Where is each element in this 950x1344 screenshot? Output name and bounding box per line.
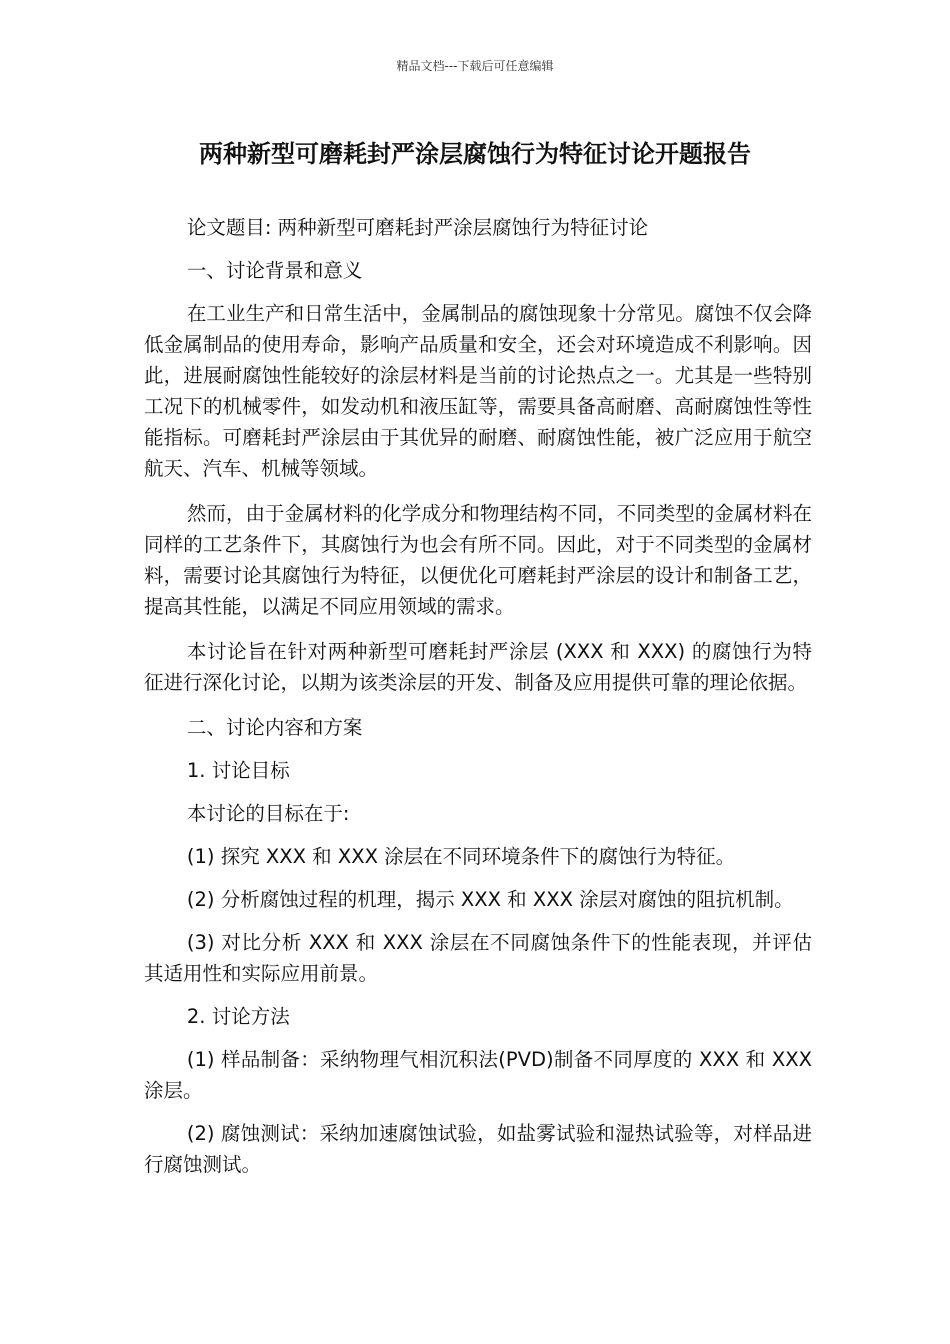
document-title: 两种新型可磨耗封严涂层腐蚀行为特征讨论开题报告	[199, 140, 751, 168]
subsection-heading-methods: 2. 讨论方法	[186, 1005, 290, 1028]
list-item: (1) 样品制备：采纳物理气相沉积法(PVD)制备不同厚度的 XXX 和 XXX 涂层。	[144, 1048, 812, 1102]
body-paragraph: 本讨论旨在针对两种新型可磨耗封严涂层 (XXX 和 XXX) 的腐蚀行为特征进行深化讨论，以期为该类涂层的开发、制备及应用提供可靠的理论依据。	[144, 640, 812, 694]
body-paragraph: 然而，由于金属材料的化学成分和物理结构不同，不同类型的金属材料在同样的工艺条件下，其腐蚀行为也会有所不同。因此，对于不同类型的金属材料，需要讨论其腐蚀行为特征，以便优化可磨耗封严涂层的设计和制备工艺，提高其性能，以满足不同应用领域的需求。	[144, 502, 812, 618]
subsection-heading-goals: 1. 讨论目标	[186, 759, 290, 782]
document-body	[144, 212, 812, 1192]
header-note: 精品文档---下载后可任意编辑	[396, 59, 554, 73]
body-paragraph: 本讨论的目标在于:	[186, 802, 350, 825]
section-heading-background: 一、讨论背景和意义	[186, 259, 363, 282]
list-item: (2) 分析腐蚀过程的机理，揭示 XXX 和 XXX 涂层对腐蚀的阻抗机制。	[186, 888, 794, 911]
list-item: (1) 探究 XXX 和 XXX 涂层在不同环境条件下的腐蚀行为特征。	[186, 845, 736, 868]
list-item: (2) 腐蚀测试：采纳加速腐蚀试验，如盐雾试验和湿热试验等，对样品进行腐蚀测试。	[144, 1122, 812, 1176]
body-paragraph: 在工业生产和日常生活中，金属制品的腐蚀现象十分常见。腐蚀不仅会降低金属制品的使用寿命，影响产品质量和安全，还会对环境造成不利影响。因此，进展耐腐蚀性能较好的涂层材料是当前的讨论热点之一。尤其是一些特别工况下的机械零件，如发动机和液压缸等，需要具备高耐磨、高耐腐蚀性等性能指标。可磨耗封严涂层由于其优异的耐磨、耐腐蚀性能，被广泛应用于航空航天、汽车、机械等领域。	[144, 302, 812, 480]
list-item: (3) 对比分析 XXX 和 XXX 涂层在不同腐蚀条件下的性能表现，并评估其适用性和实际应用前景。	[144, 931, 812, 985]
section-heading-content: 二、讨论内容和方案	[186, 716, 363, 739]
thesis-topic: 论文题目: 两种新型可磨耗封严涂层腐蚀行为特征讨论	[186, 216, 649, 239]
